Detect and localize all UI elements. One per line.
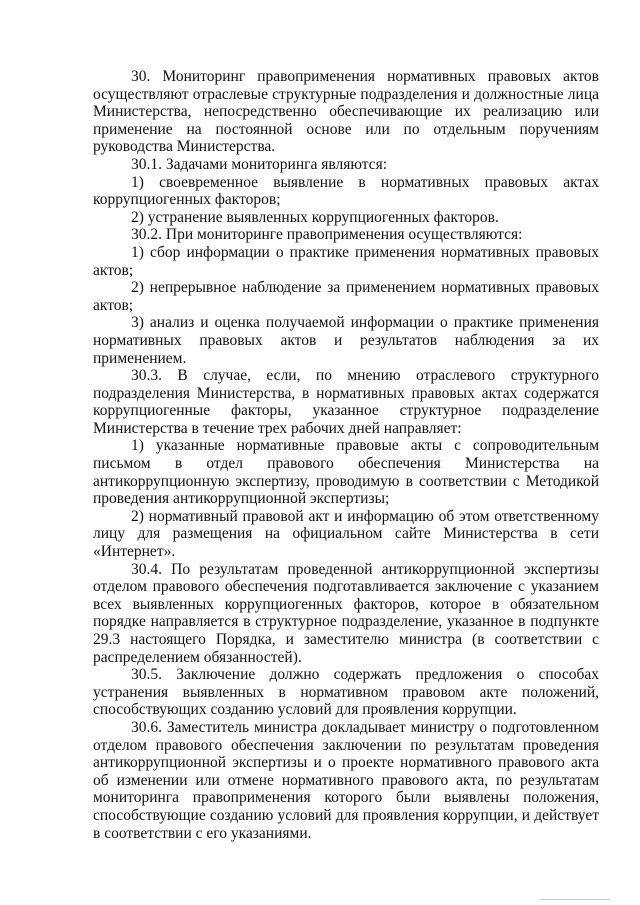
scan-edge-mark bbox=[540, 899, 610, 900]
paragraph-30-1-item-2: 2) устранение выявленных коррупциогенных факторов. bbox=[131, 208, 499, 226]
paragraph-30: 30. Мониторинг правоприменения нормативных правовых актов осуществляют отраслевые структурные подразделения и должностные лица Министерства, непосредственно обеспечивающие их реализацию или применение на постоянной основе или по отдельным поручениям руководства Министерства. bbox=[93, 68, 599, 156]
paragraph-30-6: 30.6. Заместитель министра докладывает министру о подготовленном отделом правового обеспечения заключении по результатам проведения антикоррупционной экспертизы и о проекте нормативного правового акта об изменении или отмене нормативного правового акта, по результатам мониторинга правоприменения которого были выявлены положения, способствующие созданию условий для проявления коррупции, и действует в соответствии с его указаниями. bbox=[93, 718, 599, 842]
paragraph-30-3-item-1: 1) указанные нормативные правовые акты с сопроводительным письмом в отдел правового обеспечения Министерства на антикоррупционную экспертизу, проводимую в соответствии с Методикой проведения антикоррупционной экспертизы; bbox=[93, 437, 599, 508]
paragraph-30-3-item-2: 2) нормативный правовой акт и информацию об этом ответственному лицу для размещения на официальном сайте Министерства в сети «Интернет». bbox=[93, 507, 599, 561]
paragraph-30-1: 30.1. Задачами мониторинга являются: bbox=[131, 155, 387, 173]
paragraph-30-2-item-2: 2) непрерывное наблюдение за применением нормативных правовых актов; bbox=[93, 279, 599, 314]
paragraph-30-2-item-3: 3) анализ и оценка получаемой информации о практике применения нормативных правовых актов и результатов наблюдения за их применением. bbox=[93, 314, 599, 367]
paragraph-30-3: 30.3. В случае, если, по мнению отраслевого структурного подразделения Министерства, в нормативных правовых актах содержатся коррупциогенные факторы, указанное структурное подразделение Министерства в течение трех рабочих дней направляет: bbox=[93, 367, 599, 437]
paragraph-30-4: 30.4. По результатам проведенной антикоррупционной экспертизы отделом правового обеспечения подготавливается заключение с указанием всех выявленных коррупциогенных факторов, которое в обязательном порядке направляется в структурное подразделение, указанное в подпункте 29.3 настоящего Порядка, и заместителю министра (в соответствии с распределением обязанностей). bbox=[93, 560, 599, 666]
paragraph-30-1-item-1: 1) своевременное выявление в нормативных правовых актах коррупциогенных факторов; bbox=[93, 173, 599, 209]
document-page bbox=[93, 68, 599, 842]
paragraph-30-2: 30.2. При мониторинге правоприменения осуществляются: bbox=[131, 226, 523, 244]
paragraph-30-5: 30.5. Заключение должно содержать предложения о способах устранения выявленных в нормативном правовом акте положений, способствующих созданию условий для проявления коррупции. bbox=[93, 666, 599, 719]
paragraph-30-2-item-1: 1) сбор информации о практике применения нормативных правовых актов; bbox=[93, 243, 599, 279]
